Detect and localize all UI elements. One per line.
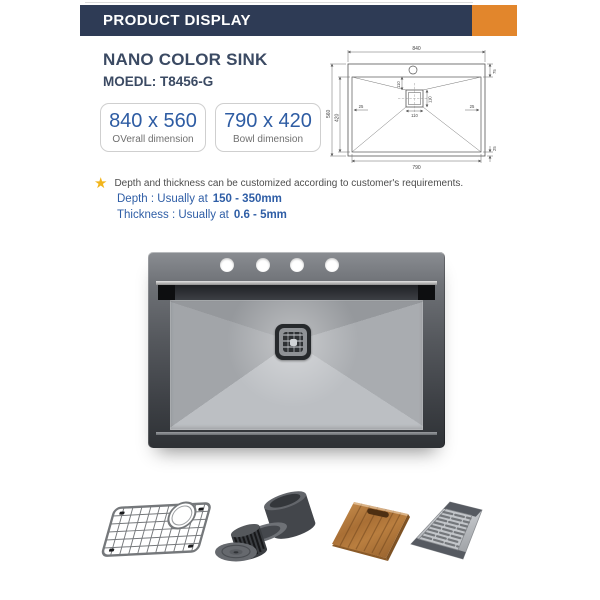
thickness-label: Thickness : Usually at bbox=[117, 209, 229, 221]
product-model: MOEDL: T8456-G bbox=[103, 74, 214, 89]
bowl-dimension-box bbox=[215, 103, 321, 152]
dim-deck-top: 75 bbox=[492, 69, 497, 74]
star-icon: ★ bbox=[94, 175, 108, 192]
overall-dimension-box bbox=[100, 103, 206, 152]
dim-bowl-depth: 420 bbox=[334, 113, 341, 122]
bowl-dimension-value: 790 x 420 bbox=[224, 109, 312, 132]
drain-strainer-image bbox=[212, 490, 317, 575]
overall-dimension-value: 840 x 560 bbox=[109, 109, 197, 132]
customization-note-row bbox=[94, 176, 463, 191]
faucet-hole-2 bbox=[256, 258, 270, 272]
depth-label: Depth : Usually at bbox=[117, 193, 208, 205]
bowl-dimension-label: Bowl dimension bbox=[232, 133, 304, 145]
sink-inner-wall bbox=[158, 285, 435, 300]
faucet-hole-4 bbox=[325, 258, 339, 272]
thickness-spec bbox=[117, 209, 287, 221]
header-bar bbox=[80, 5, 472, 36]
faucet-hole-3 bbox=[290, 258, 304, 272]
dim-overall-depth: 560 bbox=[326, 109, 332, 118]
page-title: PRODUCT DISPLAY bbox=[103, 12, 251, 29]
header-accent-block bbox=[472, 5, 517, 36]
dim-drain-height: 110 bbox=[427, 96, 433, 103]
dim-drain-offset: 110 bbox=[396, 81, 401, 88]
sink-outline bbox=[348, 64, 485, 156]
sink-technical-drawing bbox=[324, 40, 500, 172]
sink-product-photo bbox=[148, 252, 445, 448]
dim-bowl-width: 790 bbox=[412, 165, 421, 171]
product-name: NANO COLOR SINK bbox=[103, 50, 268, 69]
depth-value: 150 - 350mm bbox=[212, 193, 282, 205]
sink-bowl bbox=[170, 300, 423, 430]
dim-drain-width: 110 bbox=[411, 113, 418, 118]
grid-rack-image bbox=[93, 494, 228, 574]
thickness-value: 0.6 - 5mm bbox=[233, 209, 287, 221]
faucet-hole bbox=[409, 66, 417, 74]
customization-note: Depth and thickness can be customized according to customer's requirements. bbox=[114, 178, 464, 189]
dimension-boxes bbox=[100, 103, 321, 152]
dim-edge-right: 25 bbox=[469, 104, 475, 109]
depth-spec bbox=[117, 193, 282, 205]
dim-edge-left: 25 bbox=[358, 104, 364, 109]
faucet-hole-1 bbox=[220, 258, 234, 272]
top-divider-line bbox=[85, 2, 473, 3]
overall-dimension-label: OVerall dimension bbox=[112, 133, 194, 145]
sink-bottom-edge bbox=[156, 432, 437, 435]
colander-tray-image bbox=[405, 496, 490, 566]
sink-drain bbox=[275, 324, 311, 360]
dim-edge-bottom: 25 bbox=[492, 146, 497, 151]
dim-overall-width: 840 bbox=[412, 46, 421, 52]
